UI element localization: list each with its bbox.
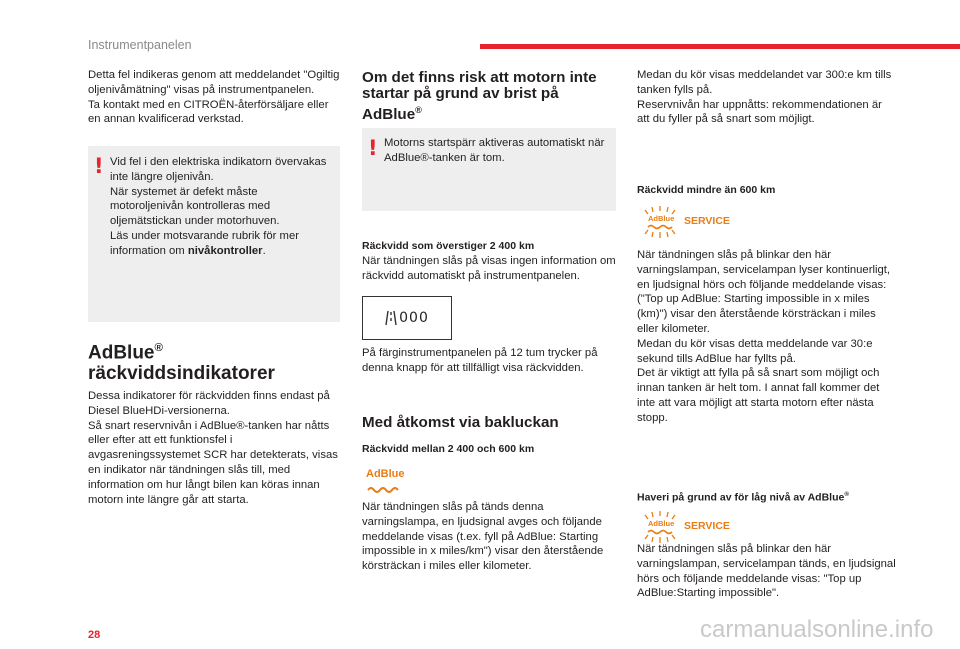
adblue-wave-icon <box>366 485 406 493</box>
risk-heading-text: Om det finns risk att motorn inte startar på grund av brist på AdBlue <box>362 69 597 124</box>
col3-intro: Medan du kör visas meddelandet var 300:e km tills tanken fylls på. Reservnivån har uppnåtts: rekommendationen är att du fyller på så snart som möjligt. <box>637 69 892 126</box>
title-sup: ® <box>154 342 163 354</box>
service-label: SERVICE <box>684 520 730 532</box>
page-number: 28 <box>88 629 101 641</box>
tailgate-heading: Med åtkomst via bakluckan <box>362 414 559 431</box>
adblue-icon-label: AdBlue <box>366 468 405 480</box>
exclamation-icon: ! <box>94 154 104 178</box>
breakdown-heading <box>637 488 849 505</box>
title-line2: räckviddsindikatorer <box>88 363 275 385</box>
section-title: Instrumentpanelen <box>88 38 192 52</box>
adblue-flash-label: AdBlue <box>648 214 675 223</box>
risk-heading <box>362 70 612 123</box>
title-main: AdBlue <box>88 342 155 364</box>
range-under-600-heading: Räckvidd mindre än 600 km <box>637 184 776 196</box>
note-bold-link: nivåkontroller <box>187 244 263 257</box>
range-2400-600-heading: Räckvidd mellan 2 400 och 600 km <box>362 443 535 455</box>
breakdown-text: När tändningen slås på blinkar den här varningslampan, servicelampan tänds, en ljudsignal hörs och följande meddelande visas: "Top up AdBlue:Starting impossible". <box>637 543 896 600</box>
breakdown-heading-sup: ® <box>844 491 849 498</box>
risk-heading-sup: ® <box>415 105 422 115</box>
range-over-2400-heading: Räckvidd som överstiger 2 400 km <box>362 240 535 252</box>
range-under-600-text: När tändningen slås på blinkar den här varningslampan, servicelampan lyser kontinuerligt, en ljudsignal hörs och följande meddelande visas: ("Top up AdBlue: Starting impossible in x miles (km)") visar den återstående körsträckan i miles eller kilometer. Medan du kör visas detta meddelande var 30:e sekund tills AdBlue har fyllts på. Det är viktigt att fylla på så snart som möjligt och innan tanken är helt tom. I annat fall kommer det inte att vara möjligt att starta motorn efter nästa stopp. <box>637 249 891 424</box>
adblue-service-icon <box>640 205 730 239</box>
range-button-label: 000 <box>399 310 429 326</box>
range-button-text: På färginstrumentpanelen på 12 tum trycker på denna knapp för att tillfälligt visa räckvidden. <box>362 347 598 374</box>
adblue-body: Dessa indikatorer för räckvidden finns endast på Diesel BlueHDi-versionerna. Så snart reservnivån i AdBlue®-tanken har nåtts eller efter att ett funktionsfel i avgasreningssystemet SCR har detekterats, visas en indikator när tändningen slås till, med information om hur långt bilen kan köras innan motorn inte längre går att starta. <box>88 390 338 506</box>
adblue-title <box>88 338 348 384</box>
startspar-text: Motorns startspärr aktiveras automatiskt när AdBlue®-tanken är tom. <box>384 137 605 164</box>
range-over-2400-text: När tändningen slås på visas ingen information om räckvidd automatiskt på instrumentpanelen. <box>362 255 616 282</box>
adblue-service-icon-2 <box>640 510 730 544</box>
exclamation-icon: ! <box>368 136 378 160</box>
range-button[interactable] <box>362 296 452 340</box>
header-accent-bar <box>480 44 960 49</box>
startspar-note <box>362 128 616 211</box>
road-icon <box>385 310 397 326</box>
service-label: SERVICE <box>684 215 730 227</box>
adblue-warning-icon <box>366 468 406 492</box>
warning-note-text <box>110 155 328 259</box>
intro-paragraph: Detta fel indikeras genom att meddelandet "Ogiltig oljenivåmätning" visas på instrumentpanelen. Ta kontakt med en CITROËN-återförsäljare eller en annan kvalificerad verkstad. <box>88 69 340 126</box>
note-end: . <box>262 244 266 257</box>
breakdown-heading-text: Haveri på grund av för låg nivå av AdBlue <box>637 491 845 504</box>
range-2400-600-text: När tändningen slås på tänds denna varningslampa, en ljudsignal avges och följande meddelande visas (t.ex. fyll på AdBlue: Starting impossible in x miles/km") visar den återstående körsträckan i miles eller kilometer. <box>362 501 604 573</box>
warning-note <box>88 146 340 322</box>
adblue-flash-label: AdBlue <box>648 519 675 528</box>
watermark: carmanualsonline.info <box>700 616 934 643</box>
note-text: Vid fel i den elektriska indikatorn övervakas inte längre oljenivån. När systemet är defekt måste motoroljenivån kontrolleras med oljemätstickan under motorhuven. Läs under motsvarande rubrik för mer information om <box>110 156 327 257</box>
